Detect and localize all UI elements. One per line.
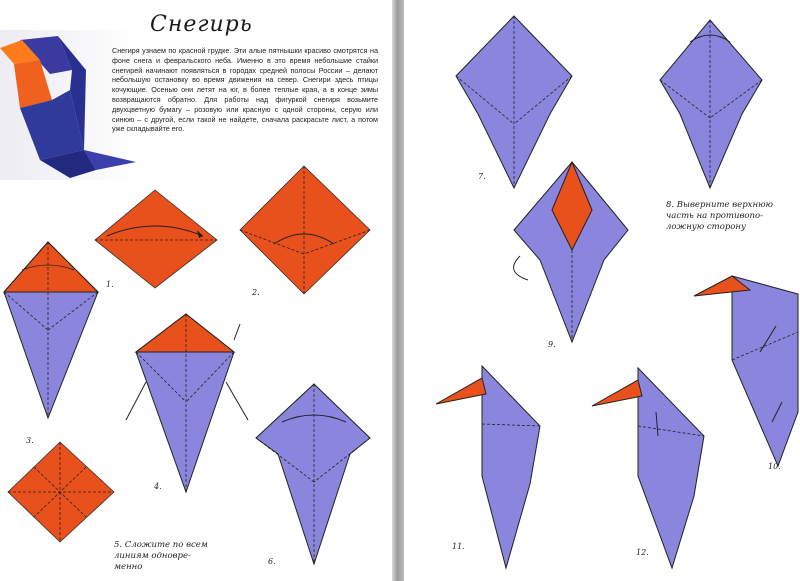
step-1-diagram bbox=[93, 188, 219, 290]
step-2-diagram bbox=[236, 164, 374, 296]
step-7-label: 7. bbox=[478, 172, 486, 181]
step-6-label: 6. bbox=[268, 557, 276, 566]
step-8-diagram bbox=[656, 18, 766, 190]
step-3-diagram bbox=[2, 240, 104, 420]
step-12-label: 12. bbox=[636, 548, 649, 557]
step-1-label: 1. bbox=[106, 280, 114, 289]
step-11-label: 11. bbox=[452, 542, 465, 551]
step-3-label: 3. bbox=[26, 436, 34, 445]
step-9-diagram bbox=[510, 160, 634, 344]
step-12-diagram bbox=[590, 366, 708, 570]
step-5-caption: 5. Сложите по всем линиям одновре- менно bbox=[114, 540, 208, 572]
step-9-label: 9. bbox=[548, 340, 556, 349]
step-11-diagram bbox=[434, 364, 544, 570]
page-title: Снегирь bbox=[150, 12, 253, 37]
step-4-label: 4. bbox=[154, 482, 162, 491]
step-6-diagram bbox=[252, 382, 376, 566]
book-gutter bbox=[392, 0, 404, 581]
step-4-diagram bbox=[122, 312, 252, 494]
intro-paragraph: Снегиря узнаем по красной грудке. Эти алые пятнышки красиво смотрятся на фоне снега и февральского неба. Именно в это время небольшие стайки снегирей начинают появляться в городах средней полосы России – делают небольшую остановку во время движения на север. Снегири здесь птицы кочующие. Осенью они летят на юг, в более теплые края, а в конце зимы возвращаются обратно. Для работы над фигуркой снегиря возьмите двухцветную бумагу – розовую или красную с одной стороны, серую или синюю – с другой, если такой не найдете, сначала раскрасьте лист, а потом уже складывайте его. bbox=[112, 46, 378, 134]
right-page bbox=[404, 0, 800, 581]
step-5-diagram bbox=[6, 440, 116, 544]
step-2-label: 2. bbox=[252, 288, 260, 297]
left-page bbox=[0, 0, 392, 581]
step-8-caption: 8. Выверните верхнюю часть на противопо- ложную сторону bbox=[666, 200, 774, 232]
step-10-label: 10. bbox=[768, 462, 781, 471]
